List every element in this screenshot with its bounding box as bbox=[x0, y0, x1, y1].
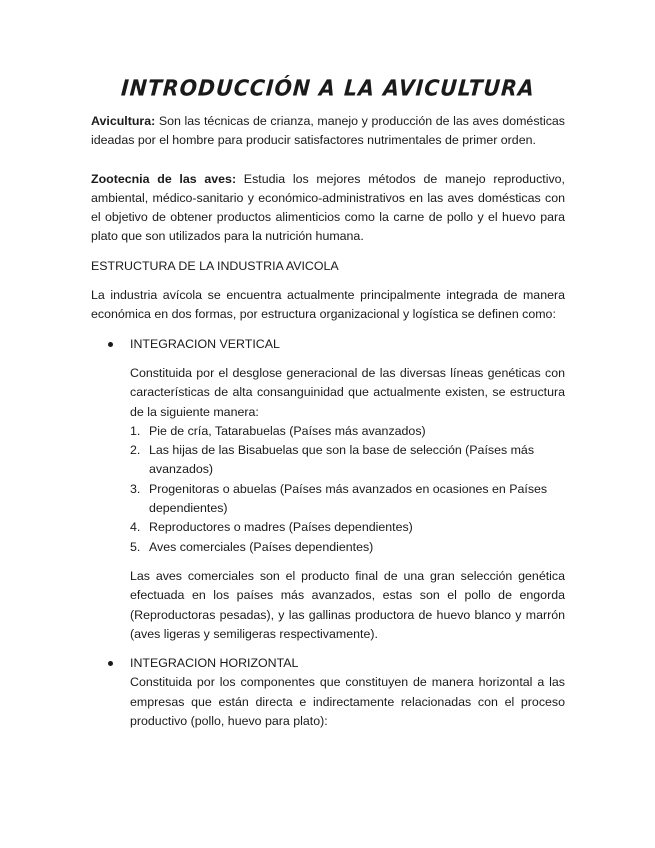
section-heading-estructura: ESTRUCTURA DE LA INDUSTRIA AVICOLA bbox=[91, 258, 339, 273]
list-number: 3. bbox=[130, 481, 141, 496]
list-number: 5. bbox=[130, 539, 141, 554]
industria-paragraph: La industria avícola se encuentra actualmente principalmente integrada de manera económica en dos formas, por estructura organizacional y logística se definen como: bbox=[91, 288, 565, 322]
list-number: 2. bbox=[130, 443, 141, 458]
list-item-text: Pie de cría, Tatarabuelas (Países más avanzados) bbox=[149, 423, 426, 438]
list-number: 1. bbox=[130, 423, 141, 438]
list-number: 4. bbox=[130, 520, 141, 535]
list-item-text: Las hijas de las Bisabuelas que son la base de selección (Países más avanzados) bbox=[149, 443, 535, 477]
bullet-icon bbox=[108, 661, 113, 666]
avicultura-definition bbox=[91, 112, 565, 151]
vertical-title: INTEGRACION VERTICAL bbox=[130, 336, 280, 351]
horizontal-title: INTEGRACION HORIZONTAL bbox=[130, 656, 299, 671]
zootecnia-definition bbox=[91, 170, 565, 247]
generations-list bbox=[130, 422, 565, 557]
page-title: INTRODUCCIÓN A LA AVICULTURA bbox=[120, 75, 536, 101]
list-item-text: Aves comerciales (Países dependientes) bbox=[149, 539, 374, 554]
list-item-text: Reproductores o madres (Países dependientes) bbox=[149, 520, 413, 535]
vertical-intro: Constituida por el desglose generacional de las diversas líneas genéticas con características de alta consanguinidad que actualmente existen, se estructura de la siguiente manera: bbox=[130, 365, 565, 419]
zootecnia-term: Zootecnia de las aves: bbox=[91, 171, 237, 186]
list-item bbox=[130, 538, 565, 557]
list-item bbox=[130, 441, 565, 480]
list-item-text: Progenitoras o abuelas (Países más avanzados en ocasiones en Países dependientes) bbox=[149, 481, 548, 516]
bullet-icon bbox=[108, 342, 113, 347]
list-item bbox=[130, 422, 565, 441]
avicultura-term: Avicultura: bbox=[91, 114, 156, 128]
vertical-closing: Las aves comerciales son el producto final de una gran selección genética efectuada en los países más avanzados, estas son el pollo de engorda (Reproductoras pesadas), y las gallinas productora de huevo blanco y marrón (aves ligeras y semiligeras respectivamente). bbox=[130, 568, 565, 641]
bullet-integracion-vertical bbox=[91, 335, 565, 644]
avicultura-text: Son las técnicas de crianza, manejo y producción de las aves domésticas ideadas por el hombre para producir satisfactores nutrimentales de primer orden. bbox=[91, 114, 565, 148]
list-item bbox=[130, 480, 565, 519]
zootecnia-text: Estudia los mejores métodos de manejo reproductivo, ambiental, médico-sanitario y económico-administrativos en las aves domésticas con el objetivo de obtener productos alimenticios como la carne de pollo y el huevo para plato que son utilizados para la nutrición humana. bbox=[91, 171, 565, 244]
list-item bbox=[130, 518, 565, 537]
horizontal-text: Constituida por los componentes que constituyen de manera horizontal a las empresas que están directa e indirectamente relacionadas con el proceso productivo (pollo, huevo para plato): bbox=[130, 675, 565, 729]
bullet-integracion-horizontal bbox=[91, 654, 565, 731]
